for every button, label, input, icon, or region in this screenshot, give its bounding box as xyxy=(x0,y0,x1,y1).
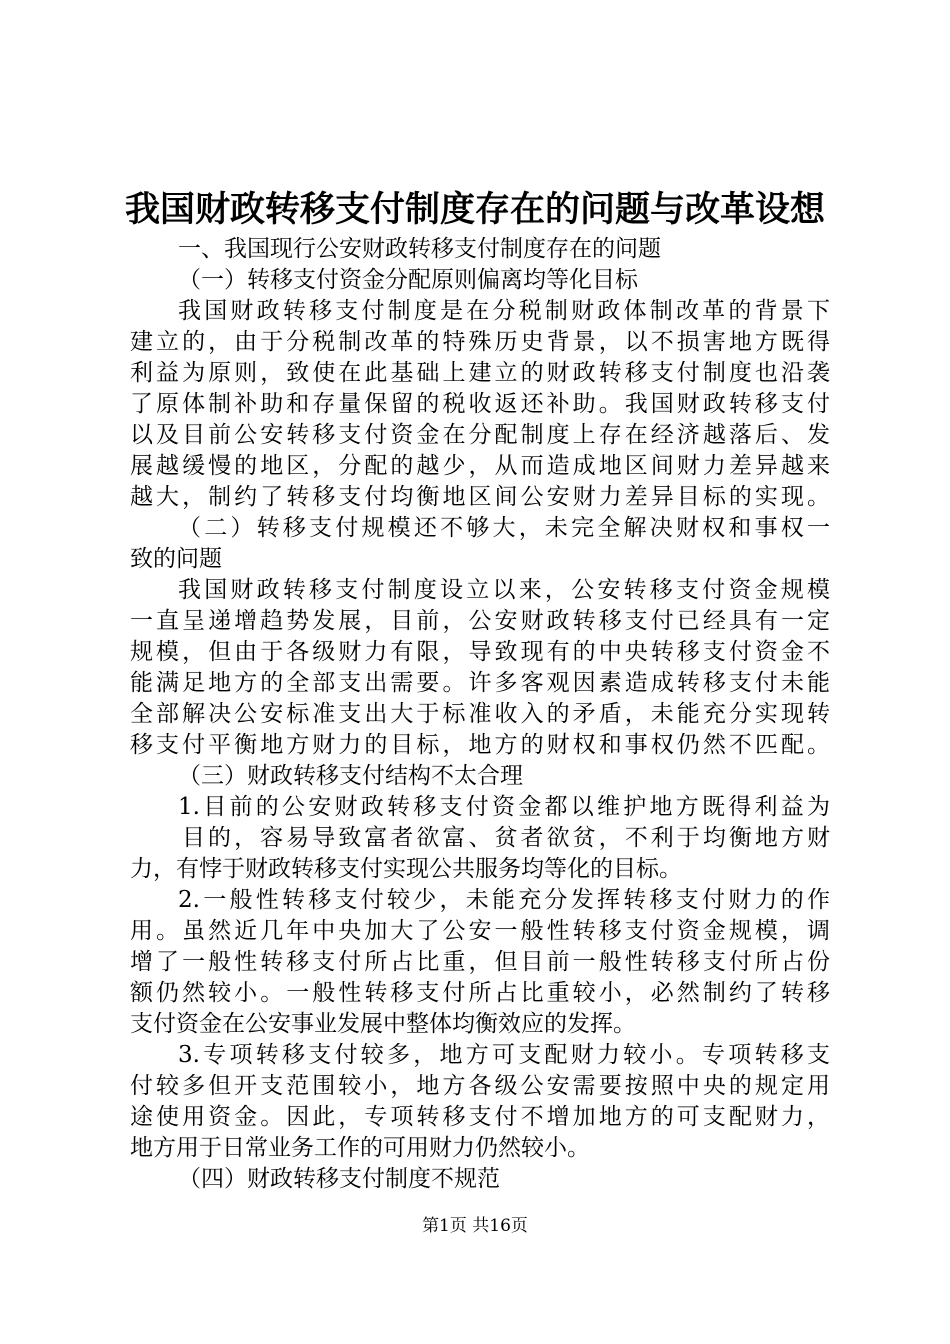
paragraph-line: 移支付平衡地方财力的目标，地方的财权和事权仍然不匹配。 xyxy=(130,732,830,758)
paragraph-line: 利益为原则，致使在此基础上建立的财政转移支付制度也沿袭 xyxy=(130,360,830,386)
list-item-line: 2.一般性转移支付较少，未能充分发挥转移支付财力的作 xyxy=(178,887,830,913)
subsection-heading-1: （一）转移支付资金分配原则偏离均等化目标 xyxy=(178,267,638,293)
list-item-line: 用。虽然近几年中央加大了公安一般性转移支付资金规模，调 xyxy=(130,918,830,944)
paragraph-line: 一直呈递增趋势发展，目前，公安财政转移支付已经具有一定 xyxy=(130,608,830,634)
document-body xyxy=(130,234,830,1195)
section-heading-1: 一、我国现行公安财政转移支付制度存在的问题 xyxy=(178,236,661,262)
paragraph-line: 以及目前公安转移支付资金在分配制度上存在经济越落后、发 xyxy=(130,422,830,448)
list-item-line: 途使用资金。因此，专项转移支付不增加地方的可支配财力， xyxy=(130,1104,830,1130)
paragraph-line: 能满足地方的全部支出需要。许多客观因素造成转移支付未能 xyxy=(130,670,830,696)
paragraph-line: 越大，制约了转移支付均衡地区间公安财力差异目标的实现。 xyxy=(130,484,830,510)
list-item-line: 力，有悖于财政转移支付实现公共服务均等化的目标。 xyxy=(130,856,682,882)
list-item-line: 目的，容易导致富者欲富、贫者欲贫，不利于均衡地方财 xyxy=(182,825,830,851)
subsection-heading-2-cont: 致的问题 xyxy=(130,546,222,572)
paragraph-line: 规模，但由于各级财力有限，导致现有的中央转移支付资金不 xyxy=(130,639,830,665)
page-number-label: 第1页 共16页 xyxy=(422,1216,528,1236)
list-item-line: 支付资金在公安事业发展中整体均衡效应的发挥。 xyxy=(130,1011,636,1037)
list-item-line: 额仍然较小。一般性转移支付所占比重较小，必然制约了转移 xyxy=(130,980,830,1006)
subsection-heading-4: （四）财政转移支付制度不规范 xyxy=(178,1166,500,1192)
paragraph-line: 我国财政转移支付制度是在分税制财政体制改革的背景下 xyxy=(178,298,830,324)
list-item-line: 3.专项转移支付较多，地方可支配财力较小。专项转移支 xyxy=(178,1042,830,1068)
list-item-line: 付较多但开支范围较小，地方各级公安需要按照中央的规定用 xyxy=(130,1073,830,1099)
list-item-line: 增了一般性转移支付所占比重，但目前一般性转移支付所占份 xyxy=(130,949,830,975)
paragraph-line: 全部解决公安标准支出大于标准收入的矛盾，未能充分实现转 xyxy=(130,701,830,727)
paragraph-line: 了原体制补助和存量保留的税收返还补助。我国财政转移支付 xyxy=(130,391,830,417)
paragraph-line: 展越缓慢的地区，分配的越少，从而造成地区间财力差异越来 xyxy=(130,453,830,479)
list-item-line: 地方用于日常业务工作的可用财力仍然较小。 xyxy=(130,1135,590,1161)
page-footer xyxy=(0,1214,950,1238)
paragraph-line: 建立的，由于分税制改革的特殊历史背景，以不损害地方既得 xyxy=(130,329,830,355)
document-title: 我国财政转移支付制度存在的问题与改革设想 xyxy=(124,189,825,230)
subsection-heading-2: （二）转移支付规模还不够大，未完全解决财权和事权一 xyxy=(178,515,830,541)
subsection-heading-3: （三）财政转移支付结构不太合理 xyxy=(178,763,523,789)
list-item-line: 1.目前的公安财政转移支付资金都以维护地方既得利益为 xyxy=(178,794,830,820)
paragraph-line: 我国财政转移支付制度设立以来，公安转移支付资金规模 xyxy=(178,577,830,603)
